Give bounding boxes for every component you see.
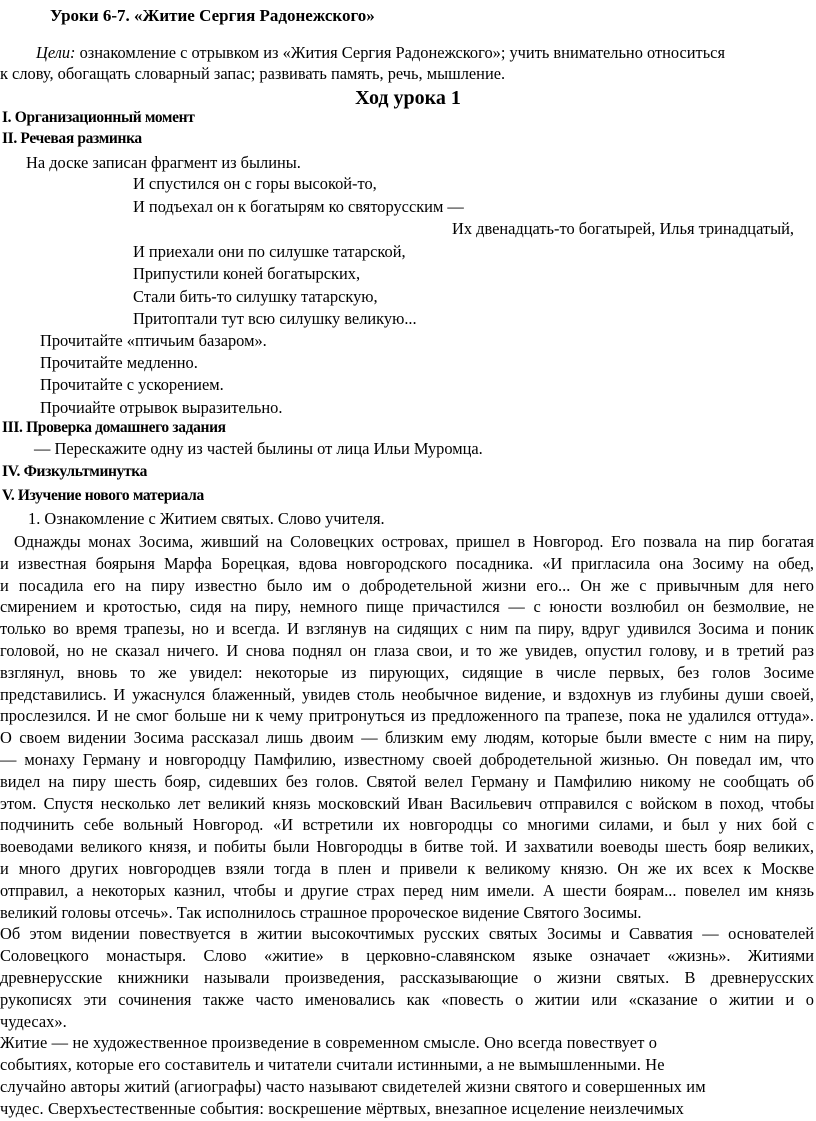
paragraph-2-line: чудесах».	[0, 1011, 67, 1031]
paragraph-3-line: событиях, которые его составитель и читатели считали истинными, а не вымышленными. Не	[0, 1055, 665, 1075]
section-heading-1: I. Организационный момент	[2, 109, 195, 126]
task-item: Прочитайте с ускорением.	[40, 375, 224, 394]
paragraph-1-line: О своем видении Зосима рассказал лишь двоим — близким ему людям, которые были вместе с ним на пиру,	[0, 728, 814, 748]
paragraph-1-line: видел на пиру шесть бояр, сидевших без голов. Святой велел Герману и Памфилию никому не сообщать об	[0, 771, 814, 791]
paragraph-3-line: чудес. Сверхъестественные события: воскрешение мёртвых, внезапное исцеление неизлечимых	[0, 1098, 684, 1118]
document-title: Уроки 6-7. «Житие Сергия Радонежского»	[50, 6, 375, 25]
new-material-item: 1. Ознакомление с Житием святых. Слово учителя.	[28, 509, 385, 528]
poem-line: Их двенадцать-то богатырей, Илья тринадцатый,	[452, 219, 794, 238]
paragraph-2-line: древнерусские книжники называли произведения, рассказывающие о жизни святых. В древнерусских	[0, 968, 814, 987]
task-item: Прочитайте «птичьим базаром».	[40, 331, 267, 350]
paragraph-3-line: Житие — не художественное произведение в современном смысле. Оно всегда повествует о	[0, 1033, 658, 1053]
paragraph-1-line: и известная боярыня Марфа Борецкая, вдова новгородского посадника. «И пригласила она Зосиму на обед,	[0, 553, 814, 573]
poem-line: И спустился он с горы высокой-то,	[133, 174, 377, 193]
paragraph-1-line: только во время трапезы, но и всегда. И взглянув на сидящих с ним па пиру, вдруг удивился Зосима и поник	[0, 619, 814, 639]
paragraph-1-line: отправил, а некоторых казнил, чтобы и другие страх перед ним имели. А шести боярам... повелел им князь	[0, 880, 814, 900]
paragraph-1-line: воеводами великого князя, и побиты были Новгородцы в битве той. И захватили воеводы шесть бояр великих,	[0, 837, 814, 857]
paragraph-1-line: представились. И ужаснулся блаженный, увидев столь необычное видение, и вздохнув из глубины души своей,	[0, 684, 814, 704]
poem-line: Стали бить-то силушку татарскую,	[133, 287, 378, 306]
paragraph-1-line: этом. Спустя несколько лет великий князь московский Иван Васильевич отправился с войском в поход, чтобы	[0, 793, 814, 813]
poem-line: И подъехал он к богатырям ко святорусским —	[133, 197, 464, 216]
paragraph-2-line: рукописях эти сочинения также часто именовались как «повесть о житии или «сказание о житии и о	[0, 989, 814, 1009]
section-heading-3: III. Проверка домашнего задания	[2, 419, 226, 436]
section-heading-4: IV. Физкультминутка	[2, 463, 148, 480]
paragraph-1-line: головой, но не сказал ничего. И снова поднял он глаза свои, и то же увидев, опустил голову, и в третий раз	[0, 641, 814, 660]
poem-line: Притоптали тут всю силушку великую...	[133, 309, 417, 328]
paragraph-1-line: взглянул, вновь то же увидел: некоторые из пирующих, сидящие в числе первых, без голов Зосиме	[0, 662, 814, 682]
paragraph-1-line: прослезился. И не смог больше ни к чему притронуться из предложенного па трапезе, пока не удалился оттуда».	[0, 706, 814, 726]
paragraph-1-line: великий головы отсечь». Так исполнилось страшное пророческое видение Святого Зосимы.	[0, 902, 642, 922]
goals-text-1: ознакомление с отрывком из «Жития Сергия Радонежского»; учить внимательно относиться	[75, 43, 726, 62]
goals-label: Цели:	[36, 43, 76, 62]
task-item: Прочиайте отрывок выразительно.	[40, 398, 283, 417]
paragraph-1-line: — монаху Герману и новгородцу Памфилию, известному своей добродетельной жизнью. Он поведал им, что	[0, 750, 814, 769]
paragraph-1-line: подчинить себе вольный Новгород. «И встретили их новгородцы со многими силами, и был у них бой с	[0, 815, 814, 835]
lesson-heading: Ход урока 1	[355, 87, 461, 109]
paragraph-3-line: случайно авторы житий (агиографы) часто называют свидетелей жизни святого и совершенных им	[0, 1077, 706, 1096]
task-item: Прочитайте медленно.	[40, 353, 198, 372]
poem-line: И приехали они по силушке татарской,	[133, 242, 406, 261]
poem-line: Припустили коней богатырских,	[133, 264, 361, 283]
goals-line-2: к слову, обогащать словарный запас; развивать память, речь, мышление.	[0, 64, 506, 83]
warmup-intro: На доске записан фрагмент из былины.	[26, 153, 301, 172]
section-heading-2: II. Речевая разминка	[2, 130, 142, 147]
section-heading-5: V. Изучение нового материала	[2, 487, 204, 504]
homework-task: — Перескажите одну из частей былины от лица Ильи Муромца.	[34, 439, 483, 458]
paragraph-1-line: смирением и кротостью, сидя на пиру, немного пище причастился — с юности возлюбил он безмолвие, не	[0, 597, 814, 617]
paragraph-2-line: Об этом видении повествуется в житии высокочтимых русских святых Зосимы и Савватия — основателей	[0, 924, 814, 944]
paragraph-1-line: Однажды монах Зосима, живший на Соловецких островах, пришел в Новгород. Его позвала на пир богатая	[14, 532, 814, 551]
paragraph-1-line: и посадила его на пиру известно было им о добродетельной жизни его... Он же с привычным для него	[0, 575, 814, 595]
paragraph-1-line: и много других новгородцев взяли тогда в плен и привели к великому князю. Он же их всех к Москве	[0, 859, 814, 878]
paragraph-2-line: Соловецкого монастыря. Слово «житие» в церковно-славянском языке означает «жизнь». Житиями	[0, 946, 814, 966]
